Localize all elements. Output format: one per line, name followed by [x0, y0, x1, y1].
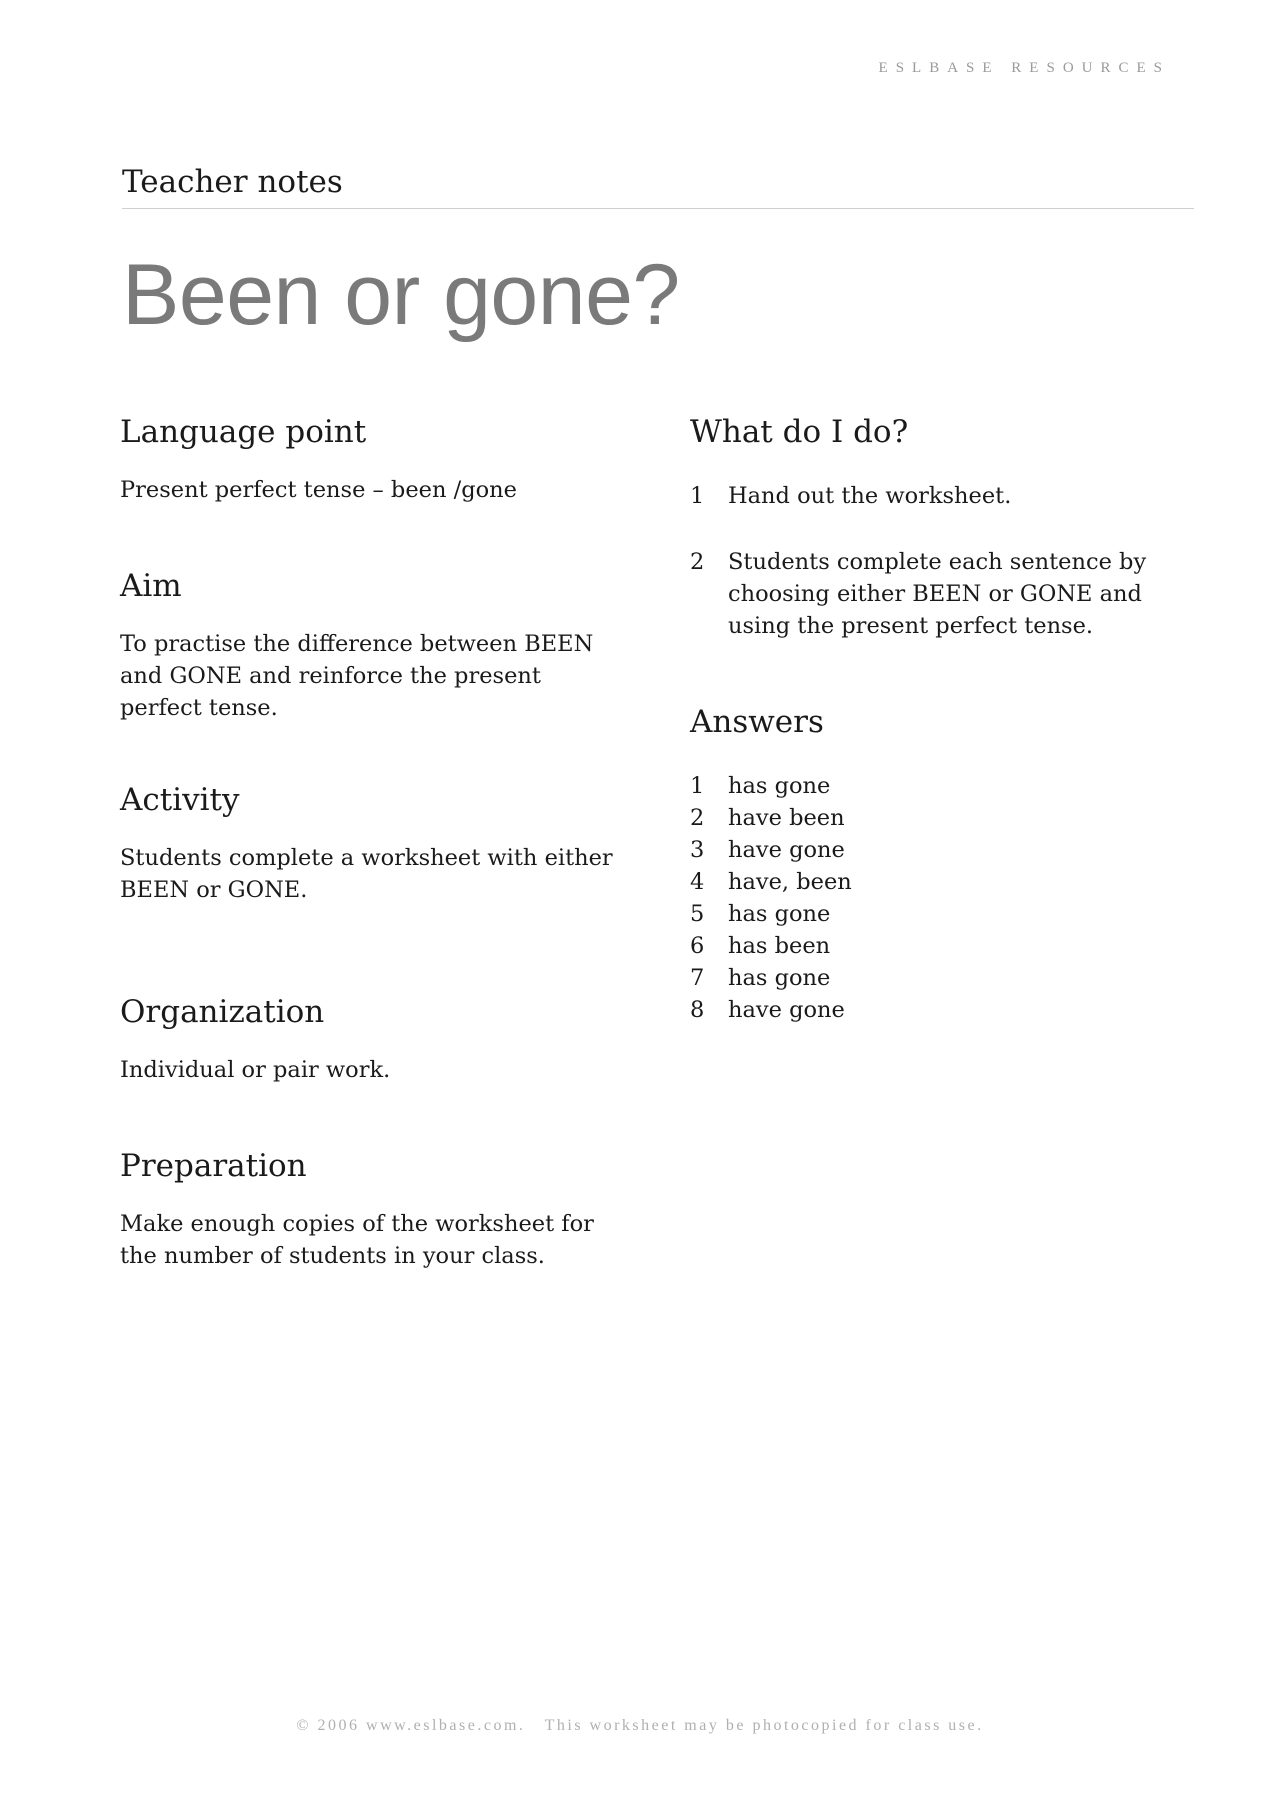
answer-number: 6: [690, 933, 705, 959]
answers-heading: Answers: [690, 704, 824, 740]
list-item: [690, 898, 1190, 930]
language-point-text: Present perfect tense – been /gone: [120, 477, 517, 503]
organization-text: Individual or pair work.: [120, 1057, 391, 1083]
list-item: [690, 994, 1190, 1026]
answer-number: 3: [690, 837, 705, 863]
activity-heading: Activity: [120, 782, 240, 818]
aim-section: [120, 568, 640, 724]
list-item: [690, 866, 1190, 898]
answer-number: 8: [690, 997, 705, 1023]
organization-section: [120, 994, 640, 1086]
answer-text: have been: [728, 805, 845, 831]
list-item: [690, 546, 1190, 642]
answer-text: has gone: [728, 965, 831, 991]
list-item: [690, 480, 1190, 512]
list-item: [690, 962, 1190, 994]
footer-copyright: © 2006 www.eslbase.com. This worksheet may be photocopied for class use.: [296, 1717, 984, 1734]
step-number: 1: [690, 483, 705, 509]
preparation-heading: Preparation: [120, 1148, 307, 1184]
answer-text: has gone: [728, 901, 831, 927]
answer-number: 4: [690, 869, 705, 895]
answer-text: have gone: [728, 837, 845, 863]
preparation-section: [120, 1148, 640, 1272]
header-brand: ESLBASE RESOURCES: [878, 60, 1170, 76]
answer-number: 5: [690, 901, 705, 927]
what-do-i-do-section: [690, 414, 1190, 642]
steps-list: [690, 480, 1190, 642]
list-item: [690, 802, 1190, 834]
doc-type-heading: Teacher notes: [122, 164, 1194, 209]
list-item: [690, 770, 1190, 802]
step-text: Students complete each sentence by choosing either BEEN or GONE and using the present perfect tense.: [728, 549, 1147, 639]
answer-text: has gone: [728, 773, 831, 799]
activity-section: [120, 782, 640, 906]
language-point-heading: Language point: [120, 414, 367, 450]
step-number: 2: [690, 549, 705, 575]
list-item: [690, 834, 1190, 866]
preparation-text: Make enough copies of the worksheet for the number of students in your class.: [120, 1211, 594, 1269]
aim-text: To practise the difference between BEEN and GONE and reinforce the present perfect tense.: [120, 631, 594, 721]
organization-heading: Organization: [120, 994, 325, 1030]
answer-number: 7: [690, 965, 705, 991]
left-column: [120, 414, 640, 1272]
list-item: [690, 930, 1190, 962]
answer-text: has been: [728, 933, 831, 959]
answer-text: have gone: [728, 997, 845, 1023]
answer-text: have, been: [728, 869, 852, 895]
activity-text: Students complete a worksheet with either BEEN or GONE.: [120, 845, 613, 903]
aim-heading: Aim: [120, 568, 182, 604]
answer-number: 1: [690, 773, 705, 799]
language-point-section: [120, 414, 640, 506]
answers-section: [690, 704, 1190, 1026]
what-do-i-do-heading: What do I do?: [690, 414, 909, 450]
step-text: Hand out the worksheet.: [728, 483, 1012, 509]
answer-number: 2: [690, 805, 705, 831]
page-title: Been or gone?: [122, 247, 680, 343]
right-column: [690, 414, 1190, 1026]
